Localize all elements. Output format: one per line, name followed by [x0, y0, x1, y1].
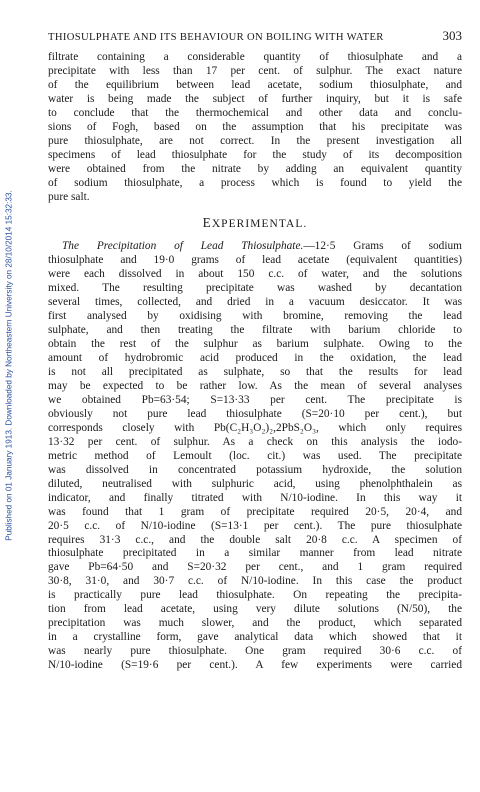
- paragraph-line: diluted, neutralised with sulphuric acid, using phenolphthalein as: [48, 477, 462, 490]
- paragraph-line: is not all precipitated as sulphate, so that the results for lead: [48, 366, 462, 379]
- paragraph-line: water is being made the subject of further inquiry, but it is safe: [48, 92, 462, 105]
- paragraph-line: of the equilibrium between lead acetate, sodium thiosulphate, and: [48, 78, 462, 91]
- paragraph-line: gave Pb=64·50 and S=20·32 per cent., and 1 gram required: [48, 561, 462, 574]
- paragraph-line: of sodium thiosulphate, a process which is found to yield the: [48, 176, 462, 189]
- paragraph-line: N/10-iodine (S=19·6 per cent.). A few experiments were carried: [48, 659, 462, 672]
- page-body: [48, 51, 462, 673]
- heading-rest: XPERIMENTAL.: [211, 218, 308, 231]
- paragraph-line: may be expected to be rather low. As the mean of several analyses: [48, 380, 462, 393]
- paragraph-line: mixed. The resulting precipitate was washed by decantation: [48, 282, 462, 295]
- paragraph-line: indicator, and finally titrated with N/10-iodine. In this way it: [48, 491, 462, 504]
- paragraph-1: [48, 51, 462, 204]
- paragraph-line: was dissolved in concentrated potassium hydroxide, the solution: [48, 463, 462, 476]
- paragraph-line: first analysed by oxidising with bromine, removing the lead: [48, 310, 462, 323]
- paragraph-2: [48, 240, 462, 673]
- paragraph-line: sions of Fogh, based on the assumption that his precipitate was: [48, 120, 462, 133]
- paragraph-line: 30·8, 31·0, and 30·7 c.c. of N/10-iodine. In this case the product: [48, 575, 462, 588]
- paragraph-line: pure thiosulphate, are not correct. In the present investigation all: [48, 134, 462, 147]
- paragraph-line: obviously not pure lead thiosulphate (S=20·10 per cent.), but: [48, 407, 462, 420]
- paragraph-line: we obtained Pb=63·54; S=13·33 per cent. The precipitate is: [48, 393, 462, 406]
- paragraph-line: were obtained from the nitrate by adding an equivalent quantity: [48, 162, 462, 175]
- paragraph-line: corresponds closely with Pb(C₂H₃O₂)₂,2PbS₂O₃, which only requires: [48, 421, 462, 434]
- paragraph-line: were each dissolved in about 150 c.c. of water, and the solutions: [48, 268, 462, 281]
- paragraph-line: was nearly pure thiosulphate. One gram required 30·6 c.c. of: [48, 645, 462, 658]
- paragraph-line: [48, 240, 462, 254]
- paragraph-line: is practically pure lead thiosulphate. On repeating the precipita-: [48, 589, 462, 602]
- paragraph-line: tion from lead acetate, using very dilute solutions (N/50), the: [48, 603, 462, 616]
- page-number: 303: [442, 28, 462, 43]
- running-title: THIOSULPHATE AND ITS BEHAVIOUR ON BOILING WITH WATER: [48, 32, 384, 43]
- paragraph-line: was found that 1 gram of precipitate required 20·5, 20·4, and: [48, 505, 462, 518]
- subsection-title: The Precipitation of Lead Thiosulphate.: [62, 240, 304, 253]
- paragraph-line: 13·32 per cent. of sulphur. As a check on this analysis the iodo-: [48, 435, 462, 448]
- paragraph-line: obtain the rest of the sulphur as barium sulphate. Owing to the: [48, 338, 462, 351]
- paragraph-line: precipitation was much slower, and the product, which separated: [48, 617, 462, 630]
- paragraph-line: precipitate with less than 17 per cent. of sulphur. The exact nature: [48, 64, 462, 77]
- paragraph-line: pure salt.: [48, 190, 90, 203]
- paragraph-line: in a crystalline form, gave analytical data which showed that it: [48, 631, 462, 644]
- paragraph-line: sulphate, and then treating the filtrate with barium chloride to: [48, 324, 462, 337]
- running-header: [48, 28, 462, 44]
- provenance-sidebar: [2, 60, 16, 670]
- paragraph-line: to conclude that the thermochemical and other data and conclu-: [48, 106, 462, 119]
- section-heading: [48, 216, 462, 231]
- paragraph-line: filtrate containing a considerable quantity of thiosulphate and a: [48, 51, 462, 63]
- paragraph-line: 20·5 c.c. of N/10-iodine (S=13·1 per cent.). The pure thiosulphate: [48, 519, 462, 532]
- paragraph-line: specimens of lead thiosulphate for the study of its decomposition: [48, 148, 462, 161]
- provenance-text: Published on 01 January 1913. Downloaded by Northeastern University on 28/10/2014 15:32:33.: [4, 189, 14, 541]
- paragraph-line: thiosulphate and 19·0 grams of lead acetate (equivalent quantities): [48, 254, 462, 267]
- subsection-lead: —12·5 Grams of sodium: [303, 240, 462, 253]
- paragraph-line: amount of hydrobromic acid produced in the oxidation, the lead: [48, 352, 462, 365]
- heading-initial: E: [202, 215, 212, 231]
- paragraph-line: metric method of Lemoult (loc. cit.) was used. The precipitate: [48, 449, 462, 462]
- paragraph-line: requires 31·3 c.c., and the double salt 20·8 c.c. A specimen of: [48, 533, 462, 546]
- paragraph-line: thiosulphate precipitated in a similar manner from lead nitrate: [48, 547, 462, 560]
- paragraph-line: several times, collected, and dried in a vacuum desiccator. It was: [48, 296, 462, 309]
